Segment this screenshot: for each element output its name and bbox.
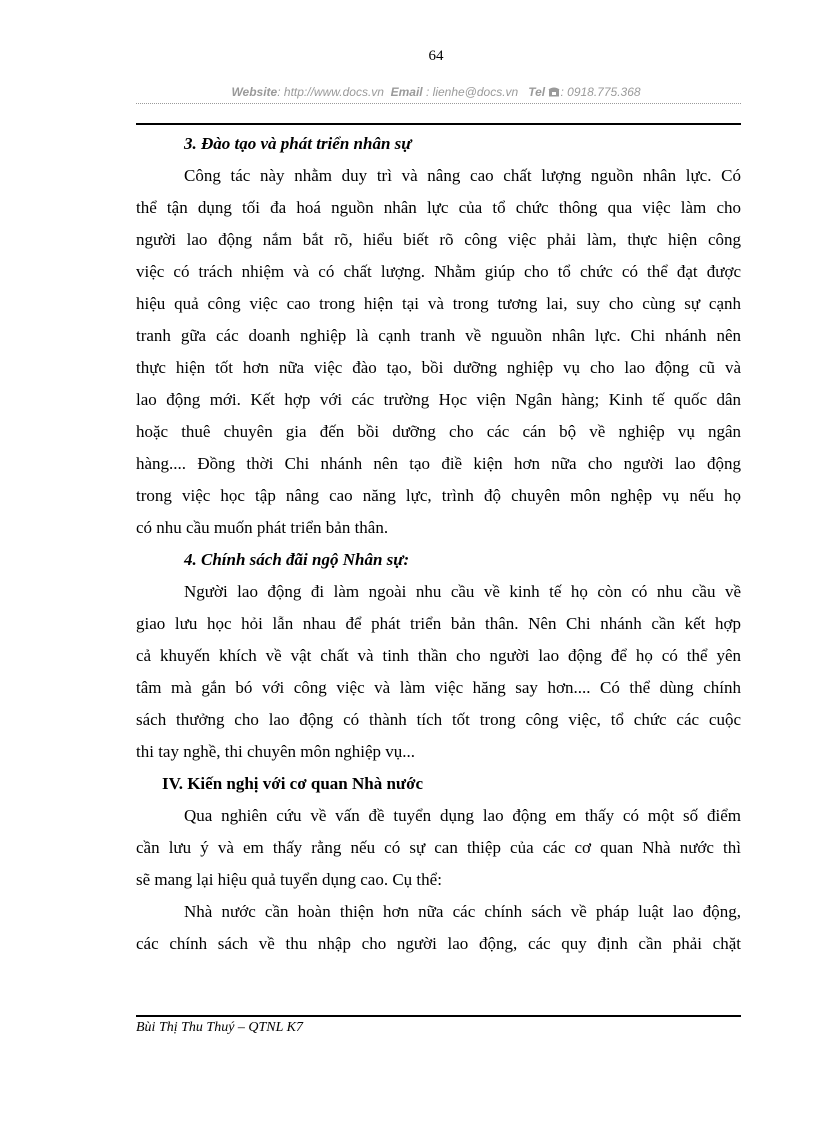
website-link[interactable]: http://www.docs.vn: [283, 85, 384, 99]
text-line: sách thưởng cho lao động có thành tích tốt trong công việc, tổ chức các cuộc: [136, 710, 741, 729]
document-body: [136, 128, 741, 960]
text-line: cần lưu ý và em thấy rằng nếu có sự can thiệp của các cơ quan Nhà nước thì: [136, 838, 741, 857]
text-line: cả khuyến khích về vật chất và tinh thần cho người lao động để họ có thể yên: [136, 646, 741, 665]
paragraph: [136, 896, 741, 960]
text-line: Qua nghiên cứu về vấn đề tuyển dụng lao động em thấy có một số điểm: [184, 806, 741, 825]
website-label: Website: [231, 85, 278, 99]
paragraph: [136, 576, 741, 768]
text-line: sẽ mang lại hiệu quả tuyển dụng cao. Cụ thể:: [136, 870, 442, 889]
header-dotted-rule: [136, 103, 741, 104]
text-line: trong việc học tập nâng cao năng lực, trình độ chuyên môn nghệp vụ nếu họ: [136, 486, 741, 505]
text-line: Nhà nước cần hoàn thiện hơn nữa các chính sách về pháp luật lao động,: [184, 902, 741, 921]
footer-author: Bùi Thị Thu Thuý – QTNL K7: [136, 1020, 304, 1035]
section-state-recommendations: [136, 768, 741, 960]
email-link[interactable]: : lienhe@docs.vn: [425, 85, 519, 99]
email-label: Email: [390, 85, 423, 99]
header-rule: [136, 123, 741, 125]
text-line: thi tay nghề, thi chuyên môn nghiệp vụ...: [136, 742, 416, 761]
page-header: Website: http://www.docs.vn Email : lienhe@docs.vn Tel : 0918.775.368: [231, 85, 641, 99]
text-line: người lao động nắm bắt rõ, hiểu biết rõ công việc phải làm, thực hiện công: [136, 230, 741, 249]
text-line: hiệu quả công việc cao trong hiện tại và trong tương lai, suy cho cùng sự cạnh: [136, 294, 741, 313]
section-compensation: [136, 544, 741, 768]
page-number: 64: [428, 48, 444, 64]
text-line: Người lao động đi làm ngoài nhu cầu về kinh tế họ còn có nhu cầu về: [184, 582, 741, 601]
text-line: các chính sách về thu nhập cho người lao động, các quy định cần phải chặt: [136, 934, 741, 953]
text-line: giao lưu học hỏi lẫn nhau để phát triển bản thân. Nên Chi nhánh cần kết hợp: [136, 614, 741, 633]
text-line: Công tác này nhằm duy trì và nâng cao chất lượng nguồn nhân lực. Có: [184, 166, 741, 185]
paragraph: [136, 160, 741, 544]
section-heading: 4. Chính sách đãi ngộ Nhân sự:: [184, 550, 410, 569]
section-heading: IV. Kiến nghị với cơ quan Nhà nước: [162, 774, 424, 793]
section-heading: 3. Đào tạo và phát triển nhân sự: [184, 134, 412, 153]
footer-rule: [136, 1015, 741, 1017]
text-line: tranh gữa các doanh nghiệp là cạnh tranh về nguuồn nhân lực. Chi nhánh nên: [136, 326, 741, 345]
text-line: hoặc thuê chuyên gia đến bồi dưỡng cho các cán bộ về nghiệp vụ ngân: [136, 422, 741, 441]
text-line: thực hiện tốt hơn nữa việc đào tạo, bồi dưỡng nghiệp vụ cho lao động cũ và: [136, 358, 741, 377]
text-line: có nhu cầu muốn phát triển bản thân.: [136, 518, 389, 537]
phone-icon: [548, 86, 560, 97]
section-training: [136, 128, 741, 544]
text-line: lao động mới. Kết hợp với các trường Học viện Ngân hàng; Kinh tế quốc dân: [136, 390, 741, 409]
text-line: việc có trách nhiệm và có chất lượng. Nhằm giúp cho tổ chức có thể đạt được: [136, 262, 741, 281]
text-line: hàng.... Đồng thời Chi nhánh nên tạo điề kiện hơn nữa cho người lao động: [136, 454, 741, 473]
text-line: thể tận dụng tối đa hoá nguồn nhân lực của tổ chức thông qua việc làm cho: [136, 198, 741, 217]
text-line: tâm mà gắn bó với công việc và làm việc hăng say hơn.... Có thể dùng chính: [136, 678, 741, 697]
tel-value: : 0918.775.368: [560, 85, 641, 99]
paragraph: [136, 800, 741, 896]
tel-label: Tel: [528, 85, 546, 99]
